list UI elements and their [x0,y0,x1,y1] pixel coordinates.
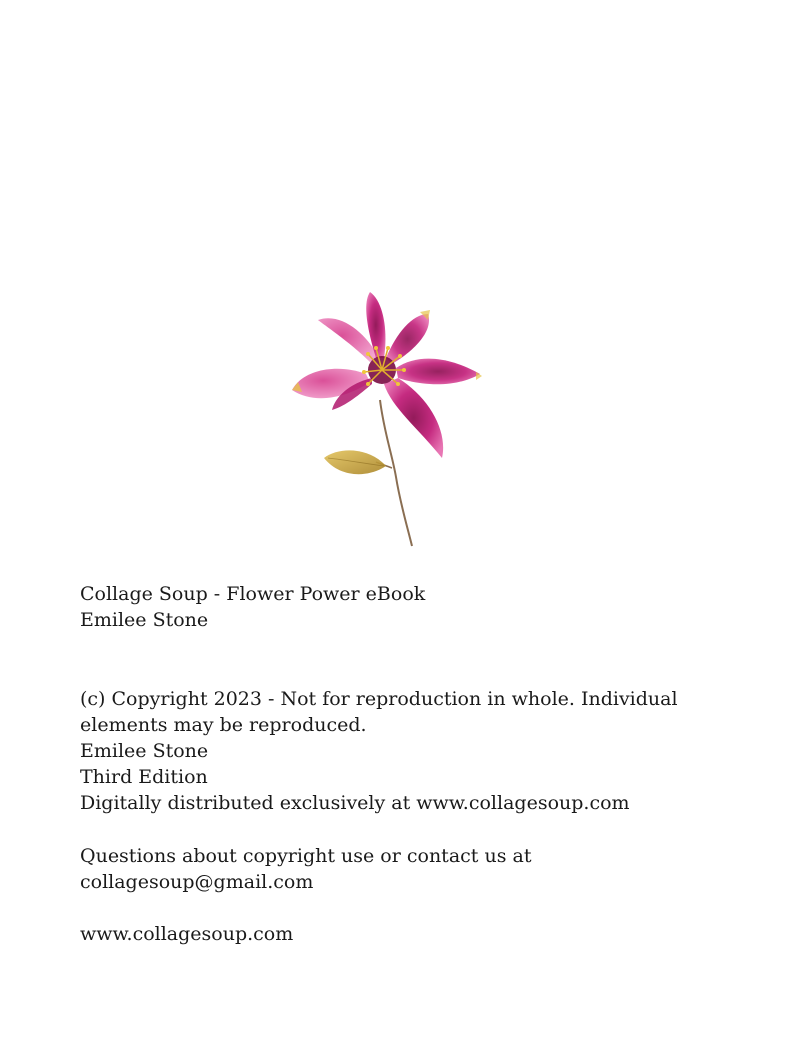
edition: Third Edition [80,766,208,788]
watercolor-flower-icon [280,282,490,552]
copyright-line-1: (c) Copyright 2023 - Not for reproduction in whole. Individual [80,688,678,710]
contact-block [80,843,531,895]
title-block [80,581,425,633]
contact-email: collagesoup@gmail.com [80,871,314,893]
flower-leaf [324,450,386,474]
flower-petal [386,314,429,364]
website-link: www.collagesoup.com [80,923,294,945]
contact-line: Questions about copyright use or contact us at [80,845,532,867]
flower-stem [380,400,412,546]
flower-petal [396,359,480,385]
copyright-block [80,686,678,816]
author-name: Emilee Stone [80,609,209,631]
flower-petal [384,378,443,458]
book-title: Collage Soup - Flower Power eBook [80,583,426,605]
copyright-author: Emilee Stone [80,740,209,762]
copyright-line-2: elements may be reproduced. [80,714,367,736]
website-block [80,921,293,947]
distribution-note: Digitally distributed exclusively at www.collagesoup.com [80,792,630,814]
